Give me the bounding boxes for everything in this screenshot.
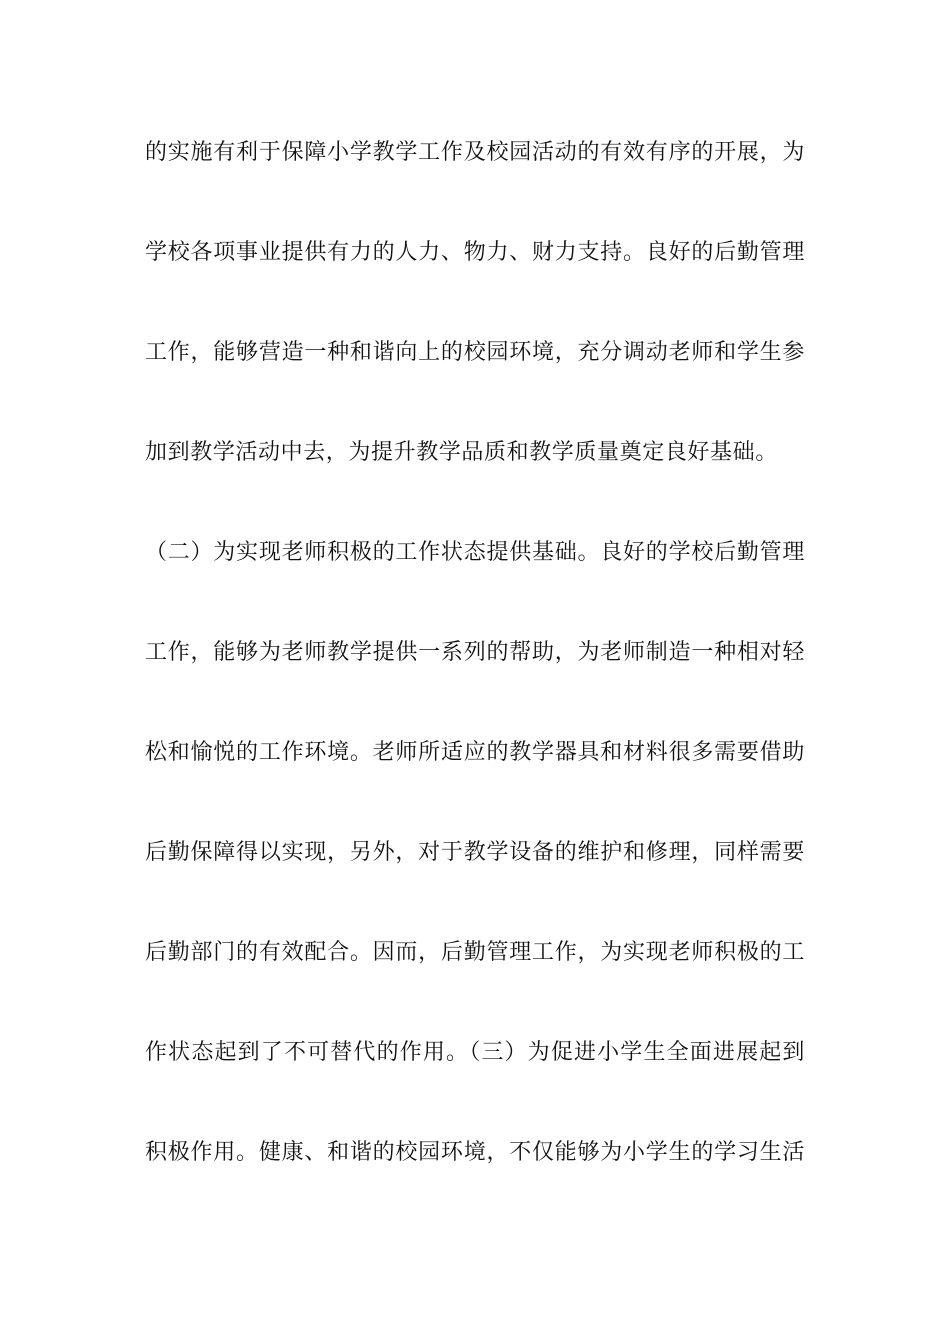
text-line: 加到教学活动中去，为提升教学品质和教学质量奠定良好基础。 xyxy=(145,440,778,465)
text-line: 工作，能够营造一种和谐向上的校园环境，充分调动老师和学生参 xyxy=(145,340,805,365)
text-line: 工作，能够为老师教学提供一系列的帮助，为老师制造一种相对轻 xyxy=(145,640,805,665)
text-line: 学校各项事业提供有力的人力、物力、财力支持。良好的后勤管理 xyxy=(145,240,805,265)
text-line: 的实施有利于保障小学教学工作及校园活动的有效有序的开展，为 xyxy=(145,140,805,165)
body-text xyxy=(145,128,805,1228)
text-line: 后勤保障得以实现，另外，对于教学设备的维护和修理，同样需要 xyxy=(145,840,805,865)
text-line: 后勤部门的有效配合。因而，后勤管理工作，为实现老师积极的工 xyxy=(145,940,805,965)
text-line: 松和愉悦的工作环境。老师所适应的教学器具和材料很多需要借助 xyxy=(145,740,805,765)
text-line: 作状态起到了不可替代的作用。（三）为促进小学生全面进展起到 xyxy=(145,1040,805,1065)
text-line: 积极作用。健康、和谐的校园环境，不仅能够为小学生的学习生活 xyxy=(145,1140,805,1165)
text-line: （二）为实现老师积极的工作状态提供基础。良好的学校后勤管理 xyxy=(145,540,805,565)
